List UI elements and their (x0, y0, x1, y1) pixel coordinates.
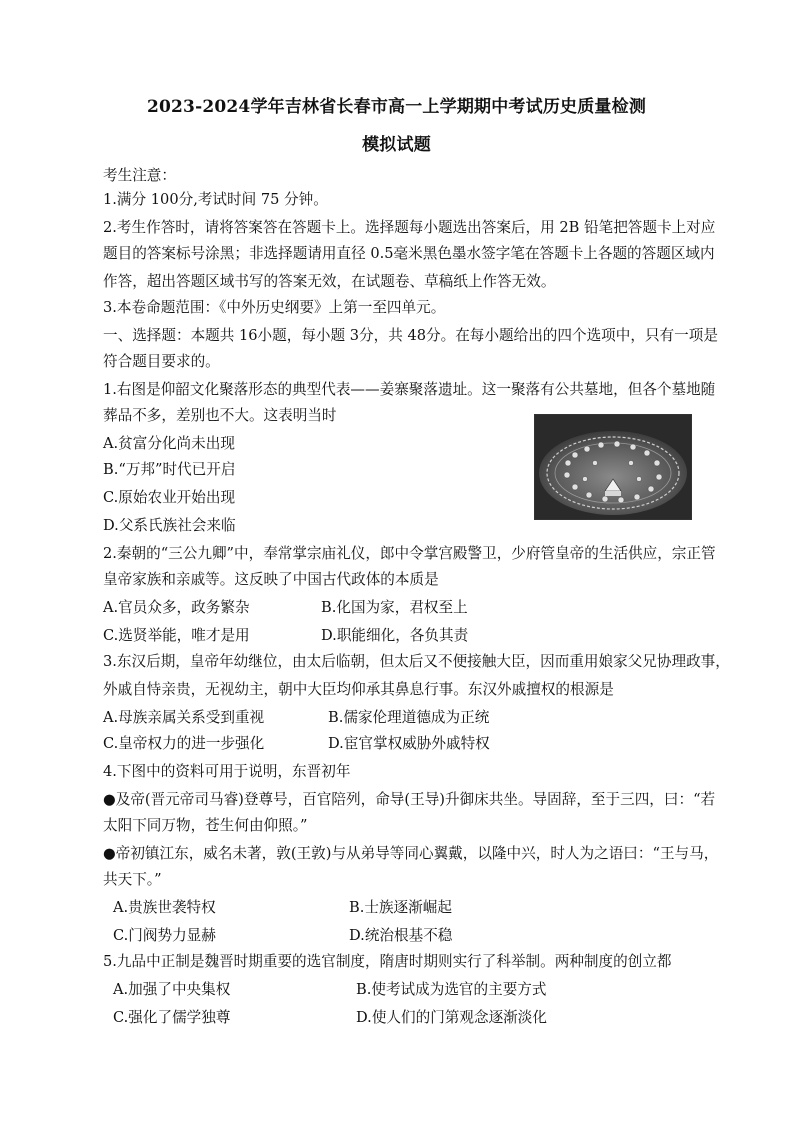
q4-option-d: D.统治根基不稳 (349, 927, 453, 944)
q2-option-b: B.化国为家，君权至上 (321, 599, 468, 616)
q1-option-b: B.“万邦”时代已开启 (103, 461, 236, 478)
q5-option-d: D.使人们的门第观念逐渐淡化 (356, 1009, 547, 1026)
q4-material-1: ●及帝(晋元帝司马睿)登尊号，百官陪列，命导(王导)升御床共坐。导固辞，至于三四，曰：“若 (103, 791, 716, 808)
question-5-stem: 5.九品中正制是魏晋时期重要的选官制度，隋唐时期则实行了科举制。两种制度的创立都 (103, 953, 672, 970)
q4-material-1: 太阳下同万物，苍生何由仰照。” (103, 817, 308, 834)
q1-option-c: C.原始农业开始出现 (103, 489, 236, 506)
settlement-model-image (535, 415, 691, 519)
question-3-stem: 3.东汉后期，皇帝年幼继位，由太后临朝，但太后又不便接触大臣，因而重用娘家父兄协理政事， (103, 653, 730, 670)
jiangzhai-settlement-photo (534, 414, 692, 520)
section-instruction: 符合题目要求的。 (103, 353, 220, 370)
q5-option-c: C.强化了儒学独尊 (113, 1009, 231, 1026)
q3-option-d: D.宦官掌权威胁外戚特权 (328, 735, 490, 752)
exam-subtitle: 模拟试题 (362, 135, 431, 155)
q3-option-b: B.儒家伦理道德成为正统 (328, 709, 490, 726)
q2-option-d: D.职能细化，各负其责 (321, 627, 469, 644)
q4-option-b: B.士族逐渐崛起 (349, 899, 452, 916)
q4-material-2: ●帝初镇江东，威名未著，敦(王敦)与从弟导等同心翼戴，以隆中兴，时人为之语曰：“王与马， (103, 845, 719, 862)
q1-option-a: A.贫富分化尚未出现 (103, 435, 235, 452)
q4-option-a: A.贵族世袭特权 (113, 899, 216, 916)
notice-item: 1.满分 100分,考试时间 75 分钟。 (103, 191, 328, 208)
q4-material-2: 共天下。” (103, 871, 162, 888)
exam-title: 2023-2024学年吉林省长春市高一上学期期中考试历史质量检测 (146, 97, 647, 117)
question-3-stem: 外戚自恃亲贵，无视幼主，朝中大臣均仰承其鼻息行事。东汉外戚擅权的根源是 (103, 681, 614, 698)
question-1-stem: 1.右图是仰韶文化聚落形态的典型代表——姜寨聚落遗址。这一聚落有公共墓地，但各个墓地随 (103, 381, 716, 398)
q5-option-b: B.使考试成为选官的主要方式 (356, 981, 547, 998)
notice-item: 作答，超出答题区域书写的答案无效，在试题卷、草稿纸上作答无效。 (103, 273, 556, 290)
question-2-stem: 皇帝家族和亲戚等。这反映了中国古代政体的本质是 (103, 571, 439, 588)
q3-option-a: A.母族亲属关系受到重视 (103, 709, 265, 726)
section-instruction: 一、选择题：本题共 16小题，每小题 3分，共 48分。在每小题给出的四个选项中，只有一项是 (103, 327, 718, 344)
q3-option-c: C.皇帝权力的进一步强化 (103, 735, 265, 752)
notice-item: 2.考生作答时，请将答案答在答题卡上。选择题每小题选出答案后，用 2B 铅笔把答题卡上对应 (103, 219, 716, 236)
q5-option-a: A.加强了中央集权 (113, 981, 231, 998)
question-2-stem: 2.秦朝的“三公九卿”中，奉常掌宗庙礼仪，郎中令掌宫殿警卫，少府管皇帝的生活供应，宗正管 (103, 545, 716, 562)
question-1-stem: 葬品不多，差别也不大。这表明当时 (103, 407, 337, 424)
q1-option-d: D.父系氏族社会来临 (103, 517, 236, 534)
q2-option-a: A.官员众多，政务繁杂 (103, 599, 250, 616)
q4-option-c: C.门阀势力显赫 (113, 927, 216, 944)
question-4-stem: 4.下图中的资料可用于说明，东晋初年 (103, 763, 351, 780)
notice-item: 题目的答案标号涂黑；非选择题请用直径 0.5毫米黑色墨水签字笔在答题卡上各题的答题区域内 (103, 245, 715, 262)
notice-item: 3.本卷命题范围：《中外历史纲要》上第一至四单元。 (103, 299, 446, 316)
notice-heading: 考生注意： (103, 167, 176, 184)
q2-option-c: C.选贤举能，唯才是用 (103, 627, 250, 644)
